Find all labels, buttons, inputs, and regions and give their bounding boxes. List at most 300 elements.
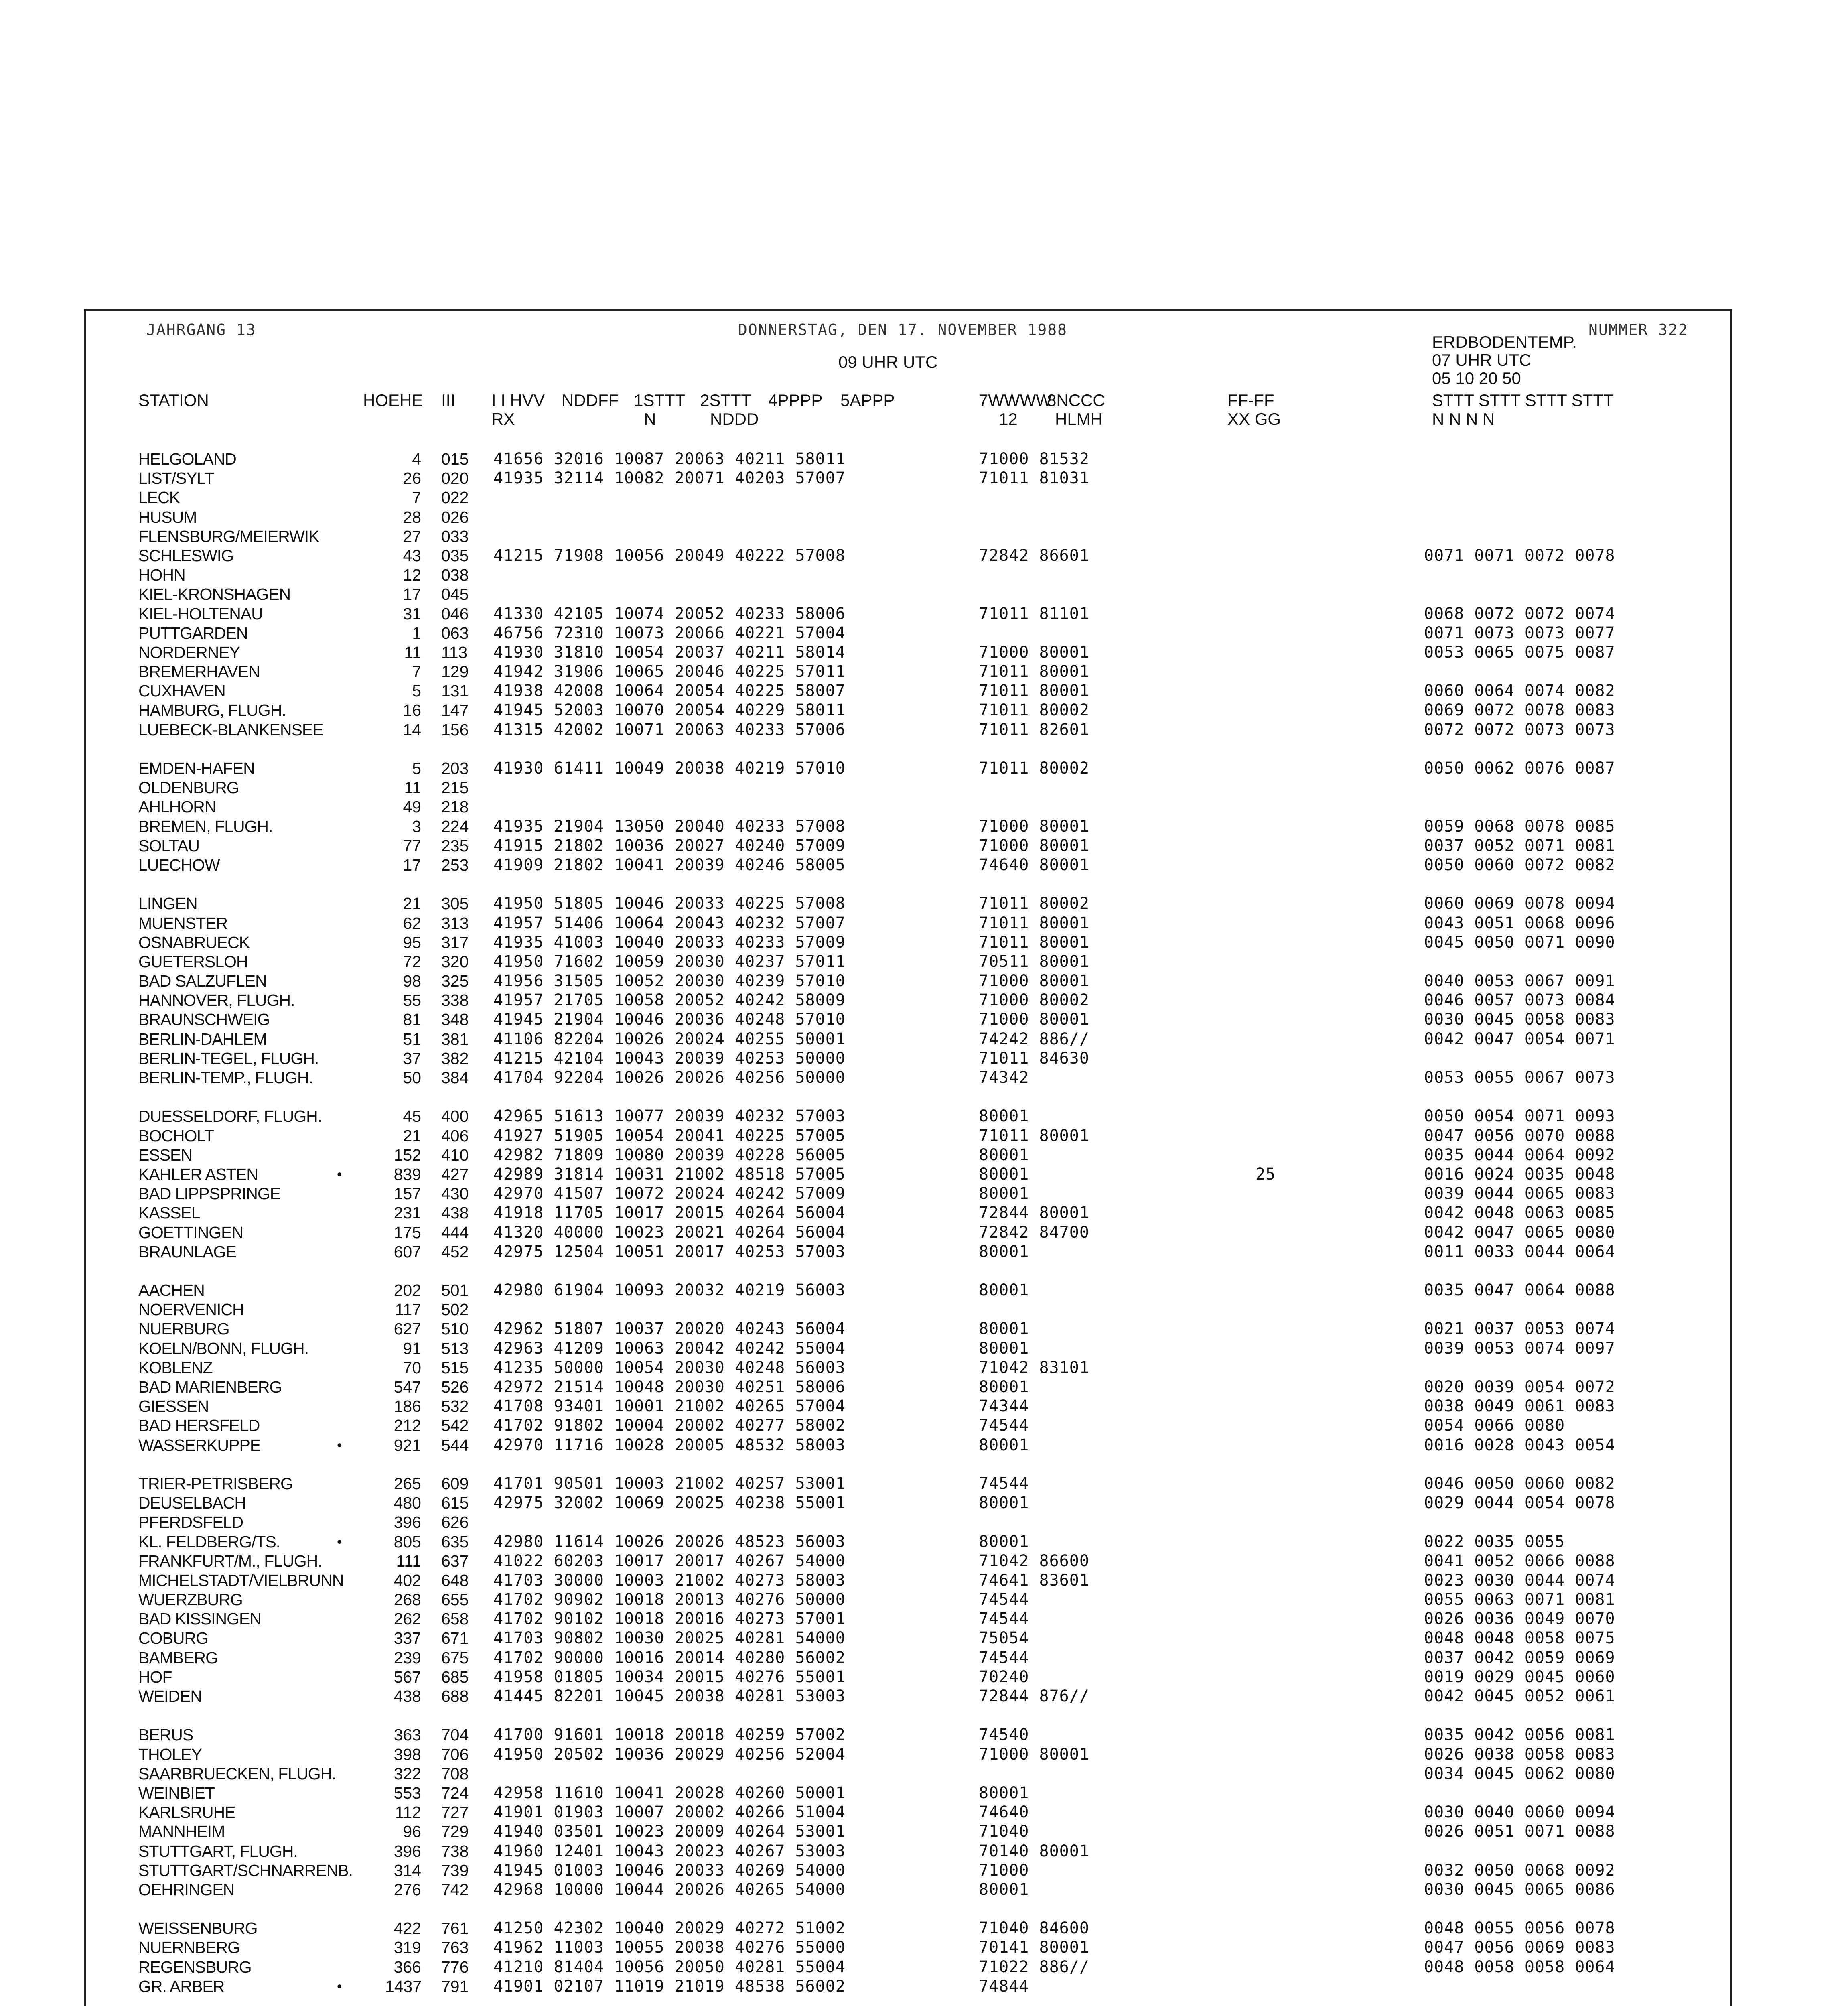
table-row — [0, 1513, 1848, 1532]
station-height: 11 — [404, 643, 421, 662]
station-id: 203 — [441, 759, 469, 778]
station-height: 239 — [394, 1648, 421, 1667]
weather-cloud-groups: 75054 — [979, 1629, 1029, 1648]
table-row — [0, 700, 1848, 720]
synop-groups: 41918 11705 10017 20015 40264 56004 — [493, 1204, 846, 1222]
group-spacer — [0, 1899, 1848, 1919]
station-id: 224 — [441, 817, 469, 836]
station-height: 396 — [394, 1513, 421, 1532]
table-row — [0, 643, 1848, 662]
station-name: NUERBURG — [138, 1320, 229, 1338]
station-name: WUERZBURG — [138, 1590, 243, 1609]
weather-cloud-groups: 71000 80001 — [979, 643, 1089, 662]
group-spacer — [0, 1455, 1848, 1474]
station-name: LUECHOW — [138, 855, 220, 874]
synop-groups: 41700 91601 10018 20018 40259 57002 — [493, 1726, 846, 1744]
synop-groups: 42970 41507 10072 20024 40242 57009 — [493, 1184, 846, 1203]
table-row — [0, 1493, 1848, 1513]
station-height: 49 — [403, 798, 421, 816]
col-station: STATION — [138, 391, 209, 410]
station-name: PFERDSFELD — [138, 1513, 243, 1532]
station-name: STUTTGART, FLUGH. — [138, 1842, 298, 1860]
table-row — [0, 759, 1848, 778]
station-name: WEINBIET — [138, 1783, 215, 1802]
synop-groups: 41215 42104 10043 20039 40253 50000 — [493, 1049, 846, 1068]
station-id: 724 — [441, 1783, 469, 1802]
table-row — [0, 1049, 1848, 1068]
station-id: 046 — [441, 604, 469, 623]
weather-cloud-groups: 71022 886// — [979, 1957, 1089, 1976]
station-mark: • — [337, 1436, 342, 1453]
table-row — [0, 1319, 1848, 1338]
table-row — [0, 1725, 1848, 1744]
station-id: 727 — [441, 1803, 469, 1822]
group-spacer — [0, 1261, 1848, 1281]
weather-cloud-groups: 80001 — [979, 1494, 1029, 1513]
station-height: 627 — [394, 1320, 421, 1338]
weather-cloud-groups: 71042 83101 — [979, 1358, 1089, 1377]
station-name: KIEL-KRONSHAGEN — [138, 585, 291, 604]
weather-cloud-groups: 72844 80001 — [979, 1204, 1089, 1222]
station-height: 322 — [394, 1764, 421, 1783]
synop-groups: 42963 41209 10063 20042 40242 55004 — [493, 1339, 846, 1358]
station-id: 544 — [441, 1435, 469, 1454]
station-height: 402 — [394, 1571, 421, 1590]
station-height: 337 — [394, 1629, 421, 1648]
station-height: 27 — [403, 527, 421, 546]
station-height: 7 — [412, 488, 421, 507]
station-name: OEHRINGEN — [138, 1880, 235, 1899]
soil-temperatures: 0032 0050 0068 0092 — [1424, 1861, 1615, 1880]
synop-groups: 41950 71602 10059 20030 40237 57011 — [493, 952, 846, 971]
weather-cloud-groups: 71011 80001 — [979, 914, 1089, 932]
table-row — [0, 836, 1848, 855]
station-name: KARLSRUHE — [138, 1803, 235, 1822]
table-row — [0, 1842, 1848, 1861]
weather-cloud-groups: 70511 80001 — [979, 952, 1089, 971]
table-row — [0, 971, 1848, 991]
station-id: 038 — [441, 566, 469, 585]
soil-temperatures: 0045 0050 0071 0090 — [1424, 933, 1615, 952]
table-row — [0, 585, 1848, 604]
table-row — [0, 952, 1848, 971]
station-name: NOERVENICH — [138, 1300, 244, 1319]
soil-temperatures: 0030 0040 0060 0094 — [1424, 1803, 1615, 1822]
station-id: 348 — [441, 1010, 469, 1029]
table-row — [0, 1416, 1848, 1435]
table-row — [0, 1435, 1848, 1455]
soil-temperatures: 0060 0064 0074 0082 — [1424, 682, 1615, 700]
station-id: 609 — [441, 1474, 469, 1493]
table-row — [0, 1880, 1848, 1899]
table-row — [0, 1628, 1848, 1648]
table-row — [0, 1165, 1848, 1184]
station-height: 1 — [412, 623, 421, 642]
station-name: LINGEN — [138, 894, 197, 913]
station-id: 215 — [441, 778, 469, 797]
table-row — [0, 1667, 1848, 1687]
weather-cloud-groups: 71011 84630 — [979, 1049, 1089, 1068]
synop-groups: 42980 11614 10026 20026 48523 56003 — [493, 1532, 846, 1551]
table-row — [0, 855, 1848, 875]
synop-groups: 41940 03501 10023 20009 40264 53001 — [493, 1822, 846, 1841]
station-id: 113 — [441, 643, 468, 662]
synop-groups: 41942 31906 10065 20046 40225 57011 — [493, 662, 846, 681]
station-id: 313 — [441, 914, 469, 932]
group-spacer — [0, 1706, 1848, 1725]
table-row — [0, 1281, 1848, 1300]
station-height: 607 — [394, 1242, 421, 1261]
synop-groups: 41957 21705 10058 20052 40242 58009 — [493, 991, 846, 1010]
station-height: 175 — [394, 1223, 421, 1242]
station-height: 231 — [394, 1204, 421, 1222]
soil-temperatures: 0050 0062 0076 0087 — [1424, 759, 1615, 778]
station-name: KOELN/BONN, FLUGH. — [138, 1339, 308, 1358]
weather-cloud-groups: 74544 — [979, 1416, 1029, 1435]
station-name: TRIER-PETRISBERG — [138, 1474, 293, 1493]
col-xxgg: XX GG — [1227, 410, 1281, 428]
weather-cloud-groups: 71042 86600 — [979, 1551, 1089, 1570]
soil-temperatures: 0029 0044 0054 0078 — [1424, 1494, 1615, 1513]
station-name: PUTTGARDEN — [138, 623, 248, 642]
synop-groups: 41901 01903 10007 20002 40266 51004 — [493, 1803, 846, 1822]
station-id: 317 — [441, 933, 469, 952]
weather-cloud-groups: 70141 80001 — [979, 1938, 1089, 1957]
station-id: 648 — [441, 1571, 469, 1590]
table-row — [0, 894, 1848, 913]
station-id: 400 — [441, 1107, 469, 1126]
synop-groups: 41330 42105 10074 20052 40233 58006 — [493, 604, 846, 623]
soil-temperatures: 0011 0033 0044 0064 — [1424, 1242, 1615, 1261]
weather-cloud-groups: 80001 — [979, 1165, 1029, 1184]
weather-cloud-groups: 74640 — [979, 1803, 1029, 1822]
station-id: 738 — [441, 1842, 469, 1860]
station-name: HUSUM — [138, 508, 197, 526]
synop-groups: 41958 01805 10034 20015 40276 55001 — [493, 1667, 846, 1686]
table-row — [0, 681, 1848, 700]
station-name: WASSERKUPPE — [138, 1435, 261, 1454]
col-5appp: 5APPP — [840, 391, 895, 410]
soil-temperatures: 0047 0056 0070 0088 — [1424, 1126, 1615, 1145]
soil-temperatures: 0026 0051 0071 0088 — [1424, 1822, 1615, 1841]
soil-temperatures: 0041 0052 0066 0088 — [1424, 1551, 1615, 1570]
soil-temperatures: 0037 0042 0059 0069 — [1424, 1648, 1615, 1667]
station-name: ESSEN — [138, 1145, 192, 1164]
station-height: 398 — [394, 1745, 421, 1764]
col-hoehe: HOEHE — [363, 391, 423, 410]
table-row — [0, 623, 1848, 643]
station-name: WEISSENBURG — [138, 1919, 258, 1938]
station-name: BERUS — [138, 1726, 193, 1744]
station-id: 708 — [441, 1764, 469, 1783]
synop-groups: 41703 30000 10003 21002 40273 58003 — [493, 1571, 846, 1590]
station-id: 427 — [441, 1165, 469, 1184]
station-name: HAMBURG, FLUGH. — [138, 701, 286, 720]
station-id: 022 — [441, 488, 469, 507]
weather-cloud-groups: 72842 84700 — [979, 1223, 1089, 1242]
synop-groups: 41915 21802 10036 20027 40240 57009 — [493, 836, 846, 855]
col-nddff: NDDFF — [562, 391, 619, 410]
table-row — [0, 565, 1848, 585]
table-row — [0, 1223, 1848, 1242]
station-name: WEIDEN — [138, 1687, 202, 1706]
station-height: 553 — [394, 1783, 421, 1802]
station-height: 81 — [403, 1010, 421, 1029]
table-row — [0, 914, 1848, 933]
station-id: 688 — [441, 1687, 469, 1706]
soil-temperatures: 0039 0053 0074 0097 — [1424, 1339, 1615, 1358]
table-row — [0, 817, 1848, 836]
synop-groups: 42972 21514 10048 20030 40251 58006 — [493, 1378, 846, 1396]
station-id: 253 — [441, 855, 469, 874]
station-height: 37 — [403, 1049, 421, 1068]
col-iihvv: I I HVV — [491, 391, 545, 410]
station-height: 70 — [403, 1358, 421, 1377]
synop-groups: 41935 21904 13050 20040 40233 57008 — [493, 817, 846, 836]
soil-temperatures: 0046 0057 0073 0084 — [1424, 991, 1615, 1010]
station-name: SOLTAU — [138, 836, 199, 855]
table-row — [0, 933, 1848, 952]
weather-cloud-groups: 71000 80001 — [979, 817, 1089, 836]
synop-groups: 42982 71809 10080 20039 40228 56005 — [493, 1145, 846, 1164]
soil-temperatures: 0026 0038 0058 0083 — [1424, 1745, 1615, 1764]
station-name: NUERNBERG — [138, 1938, 240, 1957]
weather-cloud-groups: 74844 — [979, 1977, 1029, 1996]
weather-cloud-groups: 71000 80001 — [979, 1010, 1089, 1029]
synop-groups: 42970 11716 10028 20005 48532 58003 — [493, 1435, 846, 1454]
station-id: 658 — [441, 1610, 469, 1628]
station-height: 11 — [404, 778, 421, 797]
weather-cloud-groups: 74544 — [979, 1474, 1029, 1493]
station-id: 381 — [441, 1029, 469, 1048]
weather-cloud-groups: 71000 80001 — [979, 1745, 1089, 1764]
table-row — [0, 720, 1848, 739]
synop-groups: 42975 12504 10051 20017 40253 57003 — [493, 1242, 846, 1261]
station-name: KOBLENZ — [138, 1358, 213, 1377]
station-name: STUTTGART/SCHNARRENB. — [138, 1861, 353, 1880]
station-id: 763 — [441, 1938, 469, 1957]
table-row — [0, 488, 1848, 507]
weather-cloud-groups: 74544 — [979, 1610, 1029, 1628]
station-id: 510 — [441, 1320, 469, 1338]
table-row — [0, 1339, 1848, 1358]
station-height: 5 — [412, 759, 421, 778]
synop-groups: 41106 82204 10026 20024 40255 50001 — [493, 1029, 846, 1048]
soil-temperatures: 0019 0029 0045 0060 — [1424, 1667, 1615, 1686]
synop-groups: 42975 32002 10069 20025 40238 55001 — [493, 1494, 846, 1513]
station-id: 045 — [441, 585, 469, 604]
station-id: 637 — [441, 1551, 469, 1570]
soil-temperatures: 0016 0028 0043 0054 — [1424, 1435, 1615, 1454]
station-height: 21 — [403, 1126, 421, 1145]
station-height: 28 — [403, 508, 421, 526]
weather-cloud-groups: 71011 80001 — [979, 933, 1089, 952]
soil-temperatures: 0034 0045 0062 0080 — [1424, 1764, 1615, 1783]
station-height: 72 — [403, 952, 421, 971]
station-height: 77 — [403, 836, 421, 855]
weather-cloud-groups: 71040 84600 — [979, 1919, 1089, 1938]
issue-date: DONNERSTAG, DEN 17. NOVEMBER 1988 — [738, 321, 1067, 339]
station-name: GR. ARBER — [138, 1977, 225, 1996]
soil-temperatures: 0050 0060 0072 0082 — [1424, 855, 1615, 874]
station-id: 438 — [441, 1204, 469, 1222]
station-table — [0, 449, 1848, 2006]
group-spacer — [0, 875, 1848, 894]
soil-temperatures: 0026 0036 0049 0070 — [1424, 1610, 1615, 1628]
station-height: 567 — [394, 1667, 421, 1686]
station-id: 026 — [441, 508, 469, 526]
station-id: 384 — [441, 1068, 469, 1087]
station-id: 444 — [441, 1223, 469, 1242]
table-row — [0, 1919, 1848, 1938]
table-row — [0, 778, 1848, 797]
synop-groups: 41708 93401 10001 21002 40265 57004 — [493, 1397, 846, 1416]
synop-groups: 41956 31505 10052 20030 40239 57010 — [493, 972, 846, 991]
station-name: FRANKFURT/M., FLUGH. — [138, 1551, 322, 1570]
weather-cloud-groups: 80001 — [979, 1378, 1029, 1396]
station-height: 265 — [394, 1474, 421, 1493]
station-height: 921 — [394, 1435, 421, 1454]
station-name: BAD KISSINGEN — [138, 1610, 261, 1628]
station-id: 015 — [441, 450, 469, 468]
soil-temp-label: ERDBODENTEMP. — [1432, 333, 1577, 351]
synop-groups: 41960 12401 10043 20023 40267 53003 — [493, 1842, 846, 1860]
weather-cloud-groups: 74344 — [979, 1397, 1029, 1416]
weather-cloud-groups: 74242 886// — [979, 1029, 1089, 1048]
station-id: 035 — [441, 546, 469, 565]
synop-groups: 41945 01003 10046 20033 40269 54000 — [493, 1861, 846, 1880]
synop-groups: 41701 90501 10003 21002 40257 53001 — [493, 1474, 846, 1493]
synop-groups: 41315 42002 10071 20063 40233 57006 — [493, 720, 846, 739]
soil-temperatures: 0020 0039 0054 0072 — [1424, 1378, 1615, 1396]
station-name: MUENSTER — [138, 914, 228, 932]
station-name: FLENSBURG/MEIERWIK — [138, 527, 319, 546]
station-id: 776 — [441, 1957, 469, 1976]
soil-temperatures: 0048 0048 0058 0075 — [1424, 1629, 1615, 1648]
table-row — [0, 1938, 1848, 1957]
table-row — [0, 469, 1848, 488]
station-id: 615 — [441, 1494, 469, 1513]
station-height: 157 — [394, 1184, 421, 1203]
weather-cloud-groups: 70240 — [979, 1667, 1029, 1686]
table-row — [0, 1957, 1848, 1977]
soil-temperatures: 0035 0044 0064 0092 — [1424, 1145, 1615, 1164]
station-name: GOETTINGEN — [138, 1223, 243, 1242]
table-row — [0, 1590, 1848, 1609]
weather-cloud-groups: 80001 — [979, 1532, 1029, 1551]
station-name: HOHN — [138, 566, 185, 585]
station-id: 671 — [441, 1629, 469, 1648]
station-id: 706 — [441, 1745, 469, 1764]
weather-cloud-groups: 71000 — [979, 1861, 1029, 1880]
station-height: 805 — [394, 1532, 421, 1551]
synop-groups: 41950 20502 10036 20029 40256 52004 — [493, 1745, 846, 1764]
station-height: 117 — [395, 1300, 421, 1319]
station-height: 16 — [403, 701, 421, 720]
synop-groups: 41702 90102 10018 20016 40273 57001 — [493, 1610, 846, 1628]
weather-cloud-groups: 80001 — [979, 1184, 1029, 1203]
station-name: LUEBECK-BLANKENSEE — [138, 720, 323, 739]
station-id: 218 — [441, 798, 469, 816]
station-name: SCHLESWIG — [138, 546, 234, 565]
col-sttt: STTT STTT STTT STTT — [1432, 391, 1614, 410]
station-id: 513 — [441, 1339, 469, 1358]
weather-cloud-groups: 80001 — [979, 1320, 1029, 1338]
station-id: 338 — [441, 991, 469, 1010]
station-name: NORDERNEY — [138, 643, 240, 662]
station-height: 366 — [394, 1957, 421, 1976]
table-row — [0, 1377, 1848, 1397]
table-row — [0, 1184, 1848, 1203]
table-row — [0, 1029, 1848, 1049]
soil-temperatures: 0035 0047 0064 0088 — [1424, 1281, 1615, 1300]
station-name: DUESSELDORF, FLUGH. — [138, 1107, 322, 1126]
station-id: 430 — [441, 1184, 469, 1203]
soil-temperatures: 0059 0068 0078 0085 — [1424, 817, 1615, 836]
weather-cloud-groups: 71011 80001 — [979, 662, 1089, 681]
station-id: 626 — [441, 1513, 469, 1532]
station-height: 547 — [394, 1378, 421, 1396]
station-height: 202 — [394, 1281, 421, 1300]
station-name: GIESSEN — [138, 1397, 209, 1416]
synop-groups: 41320 40000 10023 20021 40264 56004 — [493, 1223, 846, 1242]
station-id: 320 — [441, 952, 469, 971]
station-name: BREMEN, FLUGH. — [138, 817, 273, 836]
table-row — [0, 1203, 1848, 1222]
station-height: 21 — [403, 894, 421, 913]
synop-groups: 41702 90902 10018 20013 40276 50000 — [493, 1590, 846, 1609]
synop-groups: 41702 90000 10016 20014 40280 56002 — [493, 1648, 846, 1667]
station-id: 033 — [441, 527, 469, 546]
station-name: HANNOVER, FLUGH. — [138, 991, 295, 1010]
station-height: 31 — [403, 604, 421, 623]
table-row — [0, 1571, 1848, 1590]
synop-groups: 41945 52003 10070 20054 40229 58011 — [493, 701, 846, 720]
table-row — [0, 1977, 1848, 1996]
table-row — [0, 1358, 1848, 1377]
group-spacer — [0, 1996, 1848, 2006]
synop-groups: 46756 72310 10073 20066 40221 57004 — [493, 623, 846, 642]
station-height: 111 — [396, 1551, 421, 1570]
station-id: 131 — [441, 682, 469, 700]
station-height: 480 — [394, 1494, 421, 1513]
table-row — [0, 1551, 1848, 1571]
station-name: OSNABRUECK — [138, 933, 250, 952]
table-row — [0, 546, 1848, 565]
weather-cloud-groups: 71011 80001 — [979, 682, 1089, 700]
station-name: KL. FELDBERG/TS. — [138, 1532, 280, 1551]
soil-temperatures: 0037 0052 0071 0081 — [1424, 836, 1615, 855]
weather-cloud-groups: 71011 81031 — [979, 469, 1089, 488]
station-height: 43 — [403, 546, 421, 565]
station-name: BERLIN-DAHLEM — [138, 1029, 267, 1048]
table-row — [0, 449, 1848, 469]
station-id: 729 — [441, 1822, 469, 1841]
station-name: LECK — [138, 488, 180, 507]
station-name: OLDENBURG — [138, 778, 239, 797]
col-n: N — [644, 410, 656, 428]
weather-cloud-groups: 74544 — [979, 1590, 1029, 1609]
station-name: KASSEL — [138, 1204, 200, 1222]
station-name: LIST/SYLT — [138, 469, 214, 488]
synop-groups: 41930 31810 10054 20037 40211 58014 — [493, 643, 846, 662]
soil-temperatures: 0016 0024 0035 0048 — [1424, 1165, 1615, 1184]
soil-temperatures: 0048 0058 0058 0064 — [1424, 1957, 1615, 1976]
station-mark: • — [337, 1165, 342, 1182]
gust-group: 25 — [1256, 1165, 1276, 1184]
station-id: 147 — [441, 701, 469, 720]
table-row — [0, 604, 1848, 623]
